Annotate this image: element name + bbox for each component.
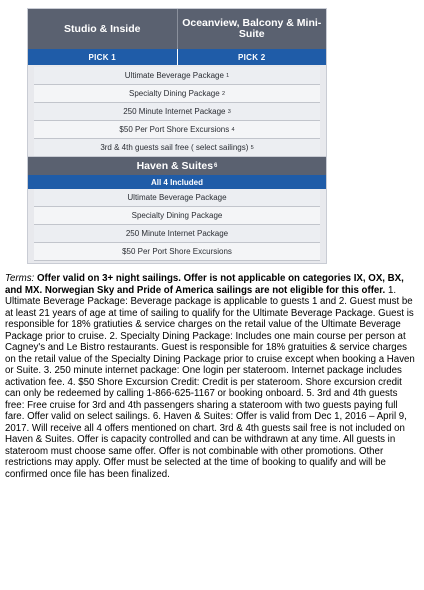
all-included-label: All 4 Included: [28, 175, 326, 189]
offer-table-header: [28, 9, 326, 49]
footnote-marker: 3: [227, 108, 231, 115]
footnote-marker: 6: [214, 163, 218, 169]
terms-text: [5, 273, 417, 480]
pick-2-label: PICK 2: [177, 49, 327, 65]
haven-item: $50 Per Port Shore Excursions: [34, 243, 320, 261]
haven-header: [28, 157, 326, 175]
pick-row: [28, 49, 326, 65]
offer-item: [34, 67, 320, 85]
offer-item-label: $50 Per Port Shore Excursions: [119, 125, 230, 134]
offer-item-label: 3rd & 4th guests sail free ( select sailings): [100, 143, 249, 152]
haven-item: Ultimate Beverage Package: [34, 189, 320, 207]
footnote-marker: 1: [226, 72, 230, 79]
footnote-marker: 2: [221, 90, 225, 97]
header-studio-inside: Studio & Inside: [64, 22, 141, 35]
header-oceanview-balcony: Oceanview, Balcony & Mini-Suite: [177, 9, 327, 49]
pick-1-label: PICK 1: [88, 52, 117, 62]
offer-item-label: 250 Minute Internet Package: [123, 107, 226, 116]
haven-item: 250 Minute Internet Package: [34, 225, 320, 243]
terms-lead: Terms:: [5, 273, 35, 284]
offer-item: [34, 103, 320, 121]
terms-eligibility: Offer valid on 3+ night sailings. Offer is not applicable on categories IX, OX, BX, and MX. Norwegian Sky and Pride of America sailings are not eligible for this offer.: [5, 273, 404, 296]
haven-suites-table: [27, 156, 327, 264]
haven-item: Specialty Dining Package: [34, 207, 320, 225]
offer-item: [34, 139, 320, 157]
footnote-marker: 5: [250, 144, 254, 151]
offer-item: [34, 85, 320, 103]
offer-item-list: [28, 65, 326, 157]
footnote-marker: 4: [231, 126, 235, 133]
offer-item: [34, 121, 320, 139]
terms-body: 1. Ultimate Beverage Package: Beverage package is applicable to guests 1 and 2. Guest must be at least 21 years of age at time of sailing to qualify for the Ultimate Beverage Package. Guest is responsible for 18% gratiuties & service charges on the retail value of the Ultimate Beverage Package prior to cruise. 2. Specialty Dining Package: Includes one main course per person at Cagney's and Le Bistro restaurants. Guest is responsible for 18% gratuities & service charges on the retail value of the Specialty Dining Package prior to cruise except when booking a Haven or Suite. 3. 250 minute internet package: One login per stateroom. Internet package includes activation fee. 4. $50 Shore Excursion Credit: Credit is per stateroom. Shore excursion credit can only be redeemed by calling 1-866-625-1167 or booking onboard. 5. 3rd and 4th guests free: Free cruise for 3rd and 4th passengers sharing a stateroom with two guests paying full fare. Offer valid on select sailings. 6. Haven & Suites: Offer is valid from Dec 1, 2016 – April 9, 2017. Will receive all 4 offers mentioned on chart. 3rd & 4th guests sail free is not included on Haven & Suites. Offer is capacity controlled and can be withdrawn at any time. All guests in stateroom must choose same offer. Offer is not combinable with other promotions. Other restrictions may apply. Offer must be selected at the time of booking to qualify and will be confirmed once file has been finalized.: [5, 284, 415, 480]
haven-header-title: Haven & Suites: [136, 160, 214, 172]
offer-item-label: Ultimate Beverage Package: [124, 71, 224, 80]
offer-item-label: Specialty Dining Package: [128, 89, 220, 98]
